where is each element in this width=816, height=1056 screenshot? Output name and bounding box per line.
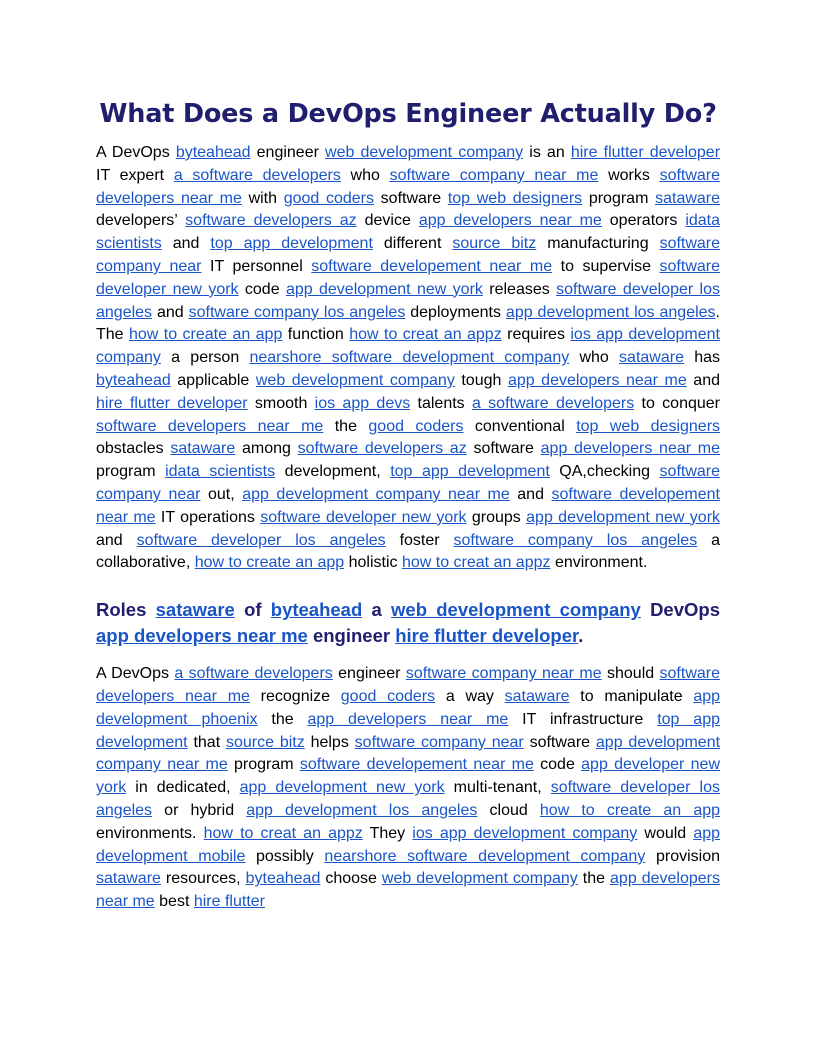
text-run: holistic [344,554,402,572]
text-run: and [686,371,720,389]
hyperlink[interactable]: byteahead [270,599,363,621]
hyperlink[interactable]: byteahead [96,371,171,389]
hyperlink[interactable]: source bitz [452,235,537,253]
text-run: different [372,235,453,253]
text-run: manufacturing [536,235,660,253]
hyperlink[interactable]: byteahead [175,144,251,161]
hyperlink[interactable]: web development company [325,144,524,161]
text-run: engineer [332,665,406,683]
hyperlink[interactable]: a software developers [471,394,635,412]
text-run: IT expert [96,166,174,184]
text-run: A DevOps [96,144,176,161]
hyperlink[interactable]: nearshore software development company [249,349,570,367]
text-run: device [356,212,419,230]
text-run: IT operations [155,508,261,526]
hyperlink[interactable]: software developer los angeles [96,280,721,321]
hyperlink[interactable]: software developement near me [299,756,534,774]
hyperlink[interactable]: software developers near me [96,166,721,207]
text-run: of [234,599,271,621]
hyperlink[interactable]: how to creat an appz [401,554,551,572]
text-run: engineer [250,144,326,161]
text-run: talents [410,394,472,412]
hyperlink[interactable]: app development company near me [242,485,510,503]
hyperlink[interactable]: software developers az [185,212,357,230]
hyperlink[interactable]: ios app devs [314,394,411,412]
text-run: recognize [249,687,341,705]
text-run: among [235,440,298,458]
text-run: the [257,710,308,728]
text-run: would [637,824,694,842]
hyperlink[interactable]: ios app development company [412,824,638,842]
hyperlink[interactable]: hire flutter developer [395,625,579,647]
hyperlink[interactable]: good coders [283,189,374,207]
hyperlink[interactable]: app development new york [285,280,483,298]
text-run: possibly [245,847,325,865]
hyperlink[interactable]: software developers az [297,440,467,458]
text-run: DevOps [640,599,720,621]
hyperlink[interactable]: app development company near me [96,733,721,774]
text-run: and [96,531,137,549]
hyperlink[interactable]: software company near [96,235,721,275]
text-run: operators [601,212,686,230]
text-run: IT infrastructure [508,710,658,728]
hyperlink[interactable]: good coders [368,417,464,435]
hyperlink[interactable]: web development company [381,870,578,888]
text-run: a person [160,349,250,367]
hyperlink[interactable]: byteahead [245,870,321,888]
text-run: requires [501,326,571,344]
page-title: What Does a DevOps Engineer Actually Do? [99,99,717,129]
hyperlink[interactable]: how to create an app [194,554,345,572]
text-run: multi-tenant, [444,779,551,797]
text-run: has [683,349,721,367]
text-run: conventional [463,417,577,435]
text-run: environments. [96,824,204,842]
text-run: the [323,417,369,435]
text-run: A DevOps [96,665,175,683]
hyperlink[interactable]: top app development [210,235,373,253]
text-run: function [282,326,350,344]
hyperlink[interactable]: software developer new york [260,508,467,526]
body-paragraph-1 [96,142,720,575]
hyperlink[interactable]: software company near [354,733,524,751]
text-run: the [577,870,611,888]
text-run: with [241,189,284,207]
text-run: to manipulate [569,687,694,705]
text-run: environment. [550,554,648,572]
hyperlink[interactable]: hire flutter developer [570,144,721,161]
body-paragraph-2 [96,663,720,914]
text-run: a [362,599,392,621]
text-run: engineer [307,625,396,647]
hyperlink[interactable]: app development mobile [96,824,721,865]
text-run: choose [320,870,382,888]
text-run: tough [454,371,508,389]
document-page [96,96,720,914]
text-run: foster [385,531,454,549]
hyperlink[interactable]: idata scientists [165,463,276,481]
text-run: cloud [477,801,540,819]
text-run: They [362,824,413,842]
hyperlink[interactable]: sataware [170,440,236,458]
hyperlink[interactable]: how to create an app [129,326,283,344]
hyperlink[interactable]: software developer los angeles [136,531,386,549]
text-run: . The [96,303,720,344]
hyperlink[interactable]: sataware [655,189,721,207]
text-run: who [340,166,390,184]
text-run: obstacles [96,440,171,458]
text-run: code [238,280,286,298]
hyperlink[interactable]: software developer new york [96,257,720,298]
hyperlink[interactable]: software company los angeles [453,531,698,549]
text-run: a collaborative, [96,531,721,572]
text-run: applicable [170,371,256,389]
hyperlink[interactable]: top app development [96,710,721,751]
hyperlink[interactable]: how to create an app [539,801,721,819]
hyperlink[interactable]: how to creat an appz [349,326,502,344]
hyperlink[interactable]: app developers near me [540,440,721,458]
hyperlink[interactable]: app developers near me [307,710,509,728]
hyperlink[interactable]: app developers near me [96,625,308,647]
hyperlink[interactable]: app developers near me [418,212,602,230]
hyperlink[interactable]: ios app development company [96,326,720,367]
text-run: releases [482,280,557,298]
text-run: software [374,189,448,207]
hyperlink[interactable]: software company near me [389,166,599,184]
hyperlink[interactable]: sataware [619,349,684,367]
text-run: in dedicated, [126,779,240,797]
hyperlink[interactable]: app development new york [526,508,721,526]
hyperlink[interactable]: good coders [340,687,436,705]
text-run: QA,checking [549,463,660,481]
hyperlink[interactable]: software developer los angeles [96,779,720,819]
text-run: development, [275,463,391,481]
hyperlink[interactable]: top app development [390,463,550,481]
hyperlink[interactable]: hire flutter developer [96,394,248,412]
hyperlink[interactable]: software developement near me [311,257,553,275]
text-run: and [152,303,189,321]
text-run: resources, [160,870,246,888]
hyperlink[interactable]: app development phoenix [96,687,721,728]
text-run: to supervise [552,257,660,275]
text-run: best [154,893,194,911]
hyperlink[interactable]: web development company [255,371,455,389]
hyperlink[interactable]: idata scientists [96,212,721,253]
text-run: IT personnel [201,257,312,275]
hyperlink[interactable]: web development company [391,599,641,621]
text-run: helps [304,733,355,751]
text-run: Roles [96,599,156,621]
hyperlink[interactable]: software developers near me [96,417,324,435]
hyperlink[interactable]: software company near me [405,665,602,683]
text-run: smooth [247,394,315,412]
text-run: is an [523,144,571,161]
hyperlink[interactable]: top web designers [576,417,721,435]
text-run: groups [466,508,527,526]
hyperlink[interactable]: sataware [155,599,235,621]
hyperlink[interactable]: app developers near me [507,371,687,389]
text-run: developers’ [96,212,186,230]
hyperlink[interactable]: app development los angeles [246,801,478,819]
text-run: . [578,625,584,647]
text-run: code [533,756,582,774]
text-run: out, [200,485,243,503]
hyperlink[interactable]: app development new york [239,779,445,797]
hyperlink[interactable]: how to creat an appz [203,824,363,842]
text-run: a way [435,687,505,705]
hyperlink[interactable]: app development los angeles [505,303,716,321]
text-run: deployments [405,303,506,321]
hyperlink[interactable]: app developer new york [96,756,721,797]
text-run: program [96,463,166,481]
text-run: and [161,235,211,253]
hyperlink[interactable]: a software developers [174,665,333,683]
text-run: who [569,349,620,367]
hyperlink[interactable]: hire flutter [193,893,265,911]
hyperlink[interactable]: a software developers [173,166,341,184]
hyperlink[interactable]: software company near [96,463,721,503]
text-run: program [227,756,300,774]
hyperlink[interactable]: software company los angeles [188,303,406,321]
hyperlink[interactable]: top web designers [447,189,583,207]
hyperlink[interactable]: source bitz [225,733,305,751]
hyperlink[interactable]: app developers near me [96,870,720,911]
hyperlink[interactable]: software developement near me [96,485,721,526]
text-run: or hybrid [152,801,247,819]
text-run: that [187,733,226,751]
hyperlink[interactable]: sataware [504,687,570,705]
text-run: software [523,733,596,751]
text-run: and [509,485,552,503]
section-heading-roles [96,597,720,649]
hyperlink[interactable]: sataware [96,870,161,888]
text-run: software [466,440,541,458]
text-run: to conquer [634,394,720,412]
text-run: program [582,189,656,207]
hyperlink[interactable]: nearshore software development company [324,847,646,865]
text-run: should [601,665,660,683]
text-run: works [598,166,660,184]
hyperlink[interactable]: software developers near me [96,665,720,705]
text-run: provision [645,847,720,865]
